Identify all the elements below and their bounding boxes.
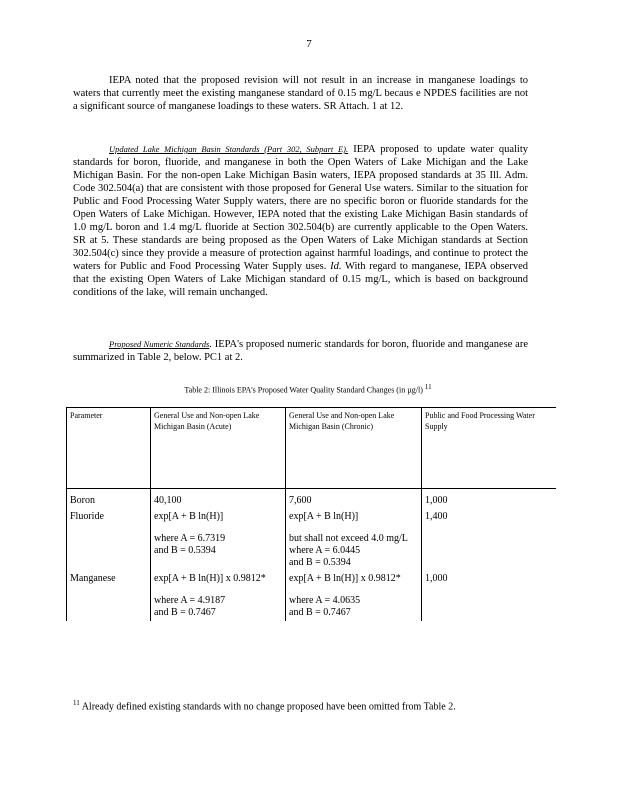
lake-michigan-body-2: With regard to manganese, IEPA observed that the existing Open Waters of Lake Michigan standard of 0.15 mg/L, which is based on background conditions of the lake, will remain unchanged. (73, 261, 528, 298)
table-row-boron (67, 489, 557, 510)
boron-supply: 1,000 (425, 495, 448, 506)
footnote (73, 697, 533, 713)
table-row-manganese (67, 571, 557, 621)
table-row-fluoride (67, 509, 557, 571)
fluoride-chronic-a: where A = 6.0445 (289, 545, 361, 556)
fluoride-chronic-formula: exp[A + B ln(H)] (289, 511, 359, 522)
manganese-acute-a: where A = 4.9187 (154, 595, 226, 606)
paragraph-manganese-loadings: IEPA noted that the proposed revision will not result in an increase in manganese loadings to waters that currently meet the existing manganese standard of 0.15 mg/L becaus e NPDES facilities are not a significant source of manganese loadings to these waters. SR Attach. 1 at 12. (73, 75, 528, 112)
param-boron: Boron (67, 489, 151, 510)
boron-acute: 40,100 (151, 489, 286, 510)
manganese-acute-formula: exp[A + B ln(H)] x 0.9812* (154, 573, 266, 584)
table-caption-text: Table 2: Illinois EPA's Proposed Water Quality Standard Changes (in µg/l) (184, 385, 423, 395)
section-heading-lake-michigan: Updated Lake Michigan Basin Standards (Part 302, Subpart E). (109, 144, 349, 154)
table-caption (73, 381, 543, 397)
param-fluoride: Fluoride (67, 509, 151, 571)
manganese-supply: 1,000 (425, 573, 448, 584)
fluoride-acute-formula: exp[A + B ln(H)] (154, 511, 224, 522)
numeric-body: . IEPA's proposed numeric standards for boron, fluoride and manganese are summarized in Table 2, below. PC1 at 2. (73, 339, 529, 363)
paragraph-lake-michigan-standards (73, 143, 528, 299)
fluoride-chronic-cell (286, 509, 422, 571)
footnote-reference: 11 (424, 383, 432, 391)
fluoride-chronic-limit: but shall not exceed 4.0 mg/L (289, 533, 408, 544)
boron-chronic: 7,600 (286, 489, 422, 510)
section-heading-numeric: Proposed Numeric Standards (109, 339, 210, 349)
id-citation: Id. (330, 261, 342, 272)
lake-michigan-body: IEPA proposed to update water quality standards for boron, fluoride, and manganese in both the Open Waters of Lake Michigan and the Lake Michigan Basin. For the non-open Lake Michigan Basin waters, IEPA proposed standards at 35 Ill. Adm. Code 302.504(a) that are consistent with those proposed for General Use waters. Similar to the situation for Public and Food Processing Water Supply waters, there are no specific boron or fluoride standards for the Open Waters of Lake Michigan. However, IEPA noted that the existing Lake Michigan Basin standards of 1.0 mg/L boron and 1.4 mg/L fluoride at Section 302.504(b) are currently applicable to the Open Waters. SR at 5. These standards are being proposed as the Open Waters of Lake Michigan standards at Section 302.504(c) since they provide a measure of protection against harmful loadings, and continue to protect the waters for Public and Food Processing Water Supply uses. (73, 144, 529, 272)
table-header-row (67, 408, 557, 489)
manganese-chronic-b: and B = 0.7467 (289, 607, 351, 618)
header-supply: Public and Food Processing Water Supply (422, 408, 557, 489)
manganese-chronic-cell (286, 571, 422, 621)
header-acute: General Use and Non-open Lake Michigan Basin (Acute) (151, 408, 286, 489)
page-number: 7 (306, 38, 312, 50)
fluoride-supply: 1,400 (425, 511, 448, 522)
manganese-acute-cell (151, 571, 286, 621)
fluoride-acute-a: where A = 6.7319 (154, 533, 226, 544)
manganese-chronic-formula: exp[A + B ln(H)] x 0.9812* (289, 573, 401, 584)
manganese-chronic-a: where A = 4.0635 (289, 595, 361, 606)
footnote-text: Already defined existing standards with no change proposed have been omitted from Table 2. (81, 701, 456, 713)
header-chronic: General Use and Non-open Lake Michigan Basin (Chronic) (286, 408, 422, 489)
paragraph-proposed-numeric (73, 338, 528, 364)
header-parameter: Parameter (67, 408, 151, 489)
fluoride-acute-b: and B = 0.5394 (154, 545, 216, 556)
fluoride-chronic-b: and B = 0.5394 (289, 557, 351, 568)
standards-table (66, 407, 556, 621)
param-manganese: Manganese (67, 571, 151, 621)
manganese-acute-b: and B = 0.7467 (154, 607, 216, 618)
footnote-marker: 11 (73, 699, 80, 707)
fluoride-acute-cell (151, 509, 286, 571)
